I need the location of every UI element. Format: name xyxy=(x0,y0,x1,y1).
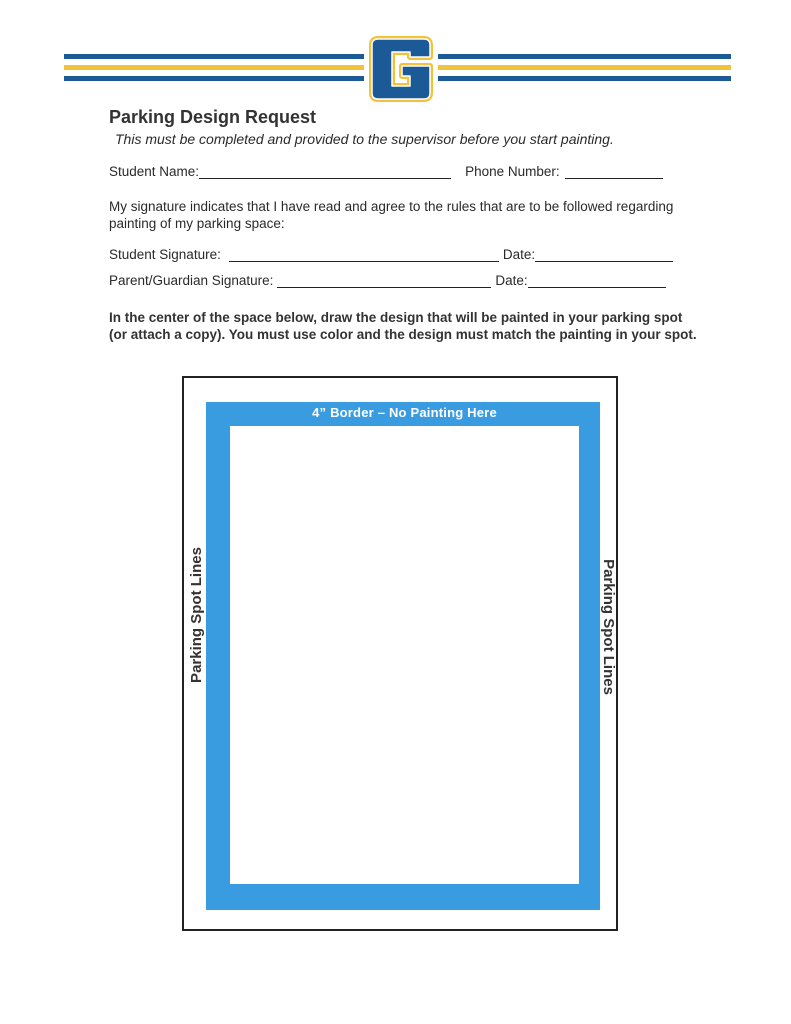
g-logo-graphic xyxy=(364,35,438,103)
gold-stripe xyxy=(438,65,731,70)
drawing-instructions: In the center of the space below, draw the design that will be painted in your parking spot (or attach a copy). You must use color and the design must match the painting in your spot. xyxy=(109,310,697,342)
navy-stripe xyxy=(438,54,731,59)
agreement-text: My signature indicates that I have read and agree to the rules that are to be followed regarding painting of my parking space: xyxy=(109,199,674,231)
design-drawing-area[interactable] xyxy=(230,426,579,884)
student-signature-row xyxy=(109,247,673,262)
no-paint-border xyxy=(206,402,600,910)
left-parking-line-label: Parking Spot Lines xyxy=(188,547,205,683)
parent-signature-field[interactable] xyxy=(277,273,491,288)
g-letter-logo-icon xyxy=(364,35,438,103)
parent-signature-label: Parent/Guardian Signature: xyxy=(109,273,274,288)
navy-stripe xyxy=(64,76,364,81)
form-subtitle: This must be completed and provided to the supervisor before you start painting. xyxy=(115,131,614,147)
parking-spot-diagram xyxy=(182,376,618,931)
student-signature-label: Student Signature: xyxy=(109,247,221,262)
student-name-row xyxy=(109,164,663,179)
phone-number-label: Phone Number: xyxy=(465,164,560,179)
student-name-field[interactable] xyxy=(199,164,451,179)
border-label: 4” Border – No Painting Here xyxy=(312,405,497,420)
date-label: Date: xyxy=(502,247,536,262)
student-date-field[interactable] xyxy=(535,247,673,262)
parent-date-field[interactable] xyxy=(528,273,666,288)
parent-signature-row xyxy=(109,273,666,288)
student-name-label: Student Name: xyxy=(109,164,200,179)
form-title: Parking Design Request xyxy=(109,107,317,127)
right-parking-line-label: Parking Spot Lines xyxy=(600,559,617,695)
date-label: Date: xyxy=(495,273,528,288)
student-signature-field[interactable] xyxy=(229,247,499,262)
header-stripes-right xyxy=(438,52,731,82)
header-stripes-left xyxy=(64,52,364,82)
navy-stripe xyxy=(64,54,364,59)
gold-stripe xyxy=(64,65,364,70)
phone-number-field[interactable] xyxy=(565,164,663,179)
navy-stripe xyxy=(438,76,731,81)
